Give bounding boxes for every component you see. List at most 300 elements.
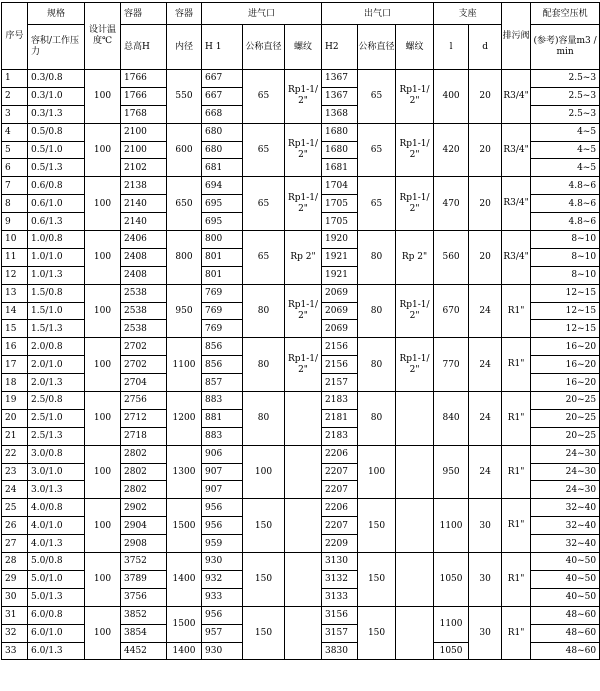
cell-capacity: 4~5: [531, 159, 600, 177]
cell-h2: 2069: [322, 284, 358, 302]
cell-capacity: 20~25: [531, 409, 600, 427]
cell-height: 2538: [121, 284, 167, 302]
cell-support-d: 24: [469, 284, 502, 338]
cell-capacity: 48~60: [531, 624, 600, 642]
cell-h1: 959: [202, 535, 243, 553]
cell-h2: 1367: [322, 87, 358, 105]
cell-spec: 0.6/1.0: [28, 195, 85, 213]
col-drain: 排污阀: [502, 3, 531, 70]
cell-capacity: 32~40: [531, 535, 600, 553]
cell-drain-valve: R1": [502, 338, 531, 392]
cell-h1: 881: [202, 409, 243, 427]
cell-capacity: 2.5~3: [531, 87, 600, 105]
cell-outlet-thread: Rp1-1/2": [396, 284, 434, 338]
cell-height: 4452: [121, 642, 167, 660]
cell-h2: 2207: [322, 463, 358, 481]
cell-height: 2538: [121, 320, 167, 338]
cell-h2: 2156: [322, 338, 358, 356]
cell-outlet-thread: [396, 392, 434, 446]
cell-h1: 680: [202, 141, 243, 159]
col-vessel-height: 容器: [121, 3, 167, 25]
cell-seq: 19: [2, 392, 28, 410]
cell-seq: 21: [2, 427, 28, 445]
cell-outlet-thread: Rp1-1/2": [396, 177, 434, 231]
cell-h2: 2181: [322, 409, 358, 427]
cell-height: 3756: [121, 588, 167, 606]
cell-support-d: 30: [469, 553, 502, 607]
cell-seq: 7: [2, 177, 28, 195]
table-row: [2, 123, 600, 141]
cell-height: 3752: [121, 553, 167, 571]
cell-seq: 11: [2, 248, 28, 266]
cell-capacity: 12~15: [531, 284, 600, 302]
cell-inlet-nominal: 150: [243, 553, 285, 607]
cell-outlet-thread: [396, 606, 434, 660]
col-inlet-thread: 螺纹: [285, 25, 322, 70]
cell-height: 2702: [121, 338, 167, 356]
cell-spec: 6.0/0.8: [28, 606, 85, 624]
cell-drain-valve: R1": [502, 284, 531, 338]
cell-capacity: 40~50: [531, 588, 600, 606]
col-seq: 序号: [2, 3, 28, 70]
cell-h2: 3132: [322, 570, 358, 588]
cell-inlet-thread: Rp1-1/2": [285, 284, 322, 338]
cell-h2: 2206: [322, 499, 358, 517]
cell-h2: 3830: [322, 642, 358, 660]
cell-outlet-nominal: 80: [358, 284, 396, 338]
cell-h2: 2157: [322, 374, 358, 392]
cell-h1: 800: [202, 231, 243, 249]
cell-h2: 1704: [322, 177, 358, 195]
cell-capacity: 40~50: [531, 570, 600, 588]
cell-spec: 3.0/1.0: [28, 463, 85, 481]
cell-h2: 3130: [322, 553, 358, 571]
cell-seq: 4: [2, 123, 28, 141]
cell-spec: 1.0/1.0: [28, 248, 85, 266]
cell-inlet-thread: [285, 445, 322, 499]
cell-outlet-nominal: 80: [358, 392, 396, 446]
cell-h1: 769: [202, 284, 243, 302]
cell-height: 2408: [121, 266, 167, 284]
cell-seq: 10: [2, 231, 28, 249]
cell-capacity: 32~40: [531, 517, 600, 535]
cell-h2: 2183: [322, 392, 358, 410]
cell-outlet-nominal: 150: [358, 606, 396, 660]
cell-spec: 2.0/0.8: [28, 338, 85, 356]
table-row: [2, 177, 600, 195]
cell-h2: 1680: [322, 123, 358, 141]
cell-seq: 20: [2, 409, 28, 427]
cell-height: 1768: [121, 105, 167, 123]
cell-seq: 17: [2, 356, 28, 374]
cell-design-temp: 100: [85, 392, 121, 446]
cell-capacity: 8~10: [531, 231, 600, 249]
cell-inlet-thread: Rp1-1/2": [285, 70, 322, 124]
cell-drain-valve: R1": [502, 445, 531, 499]
cell-h2: 2207: [322, 517, 358, 535]
cell-support-d: 20: [469, 231, 502, 285]
cell-support-l: 470: [434, 177, 469, 231]
cell-seq: 26: [2, 517, 28, 535]
cell-h1: 906: [202, 445, 243, 463]
cell-height: 2140: [121, 195, 167, 213]
cell-height: 2138: [121, 177, 167, 195]
cell-h1: 932: [202, 570, 243, 588]
cell-spec: 3.0/0.8: [28, 445, 85, 463]
cell-inlet-nominal: 65: [243, 231, 285, 285]
cell-inlet-nominal: 65: [243, 70, 285, 124]
col-spec-sub: 容积/工作压力: [28, 25, 85, 70]
cell-support-d: 20: [469, 177, 502, 231]
cell-height: 2908: [121, 535, 167, 553]
cell-capacity: 4.8~6: [531, 177, 600, 195]
cell-h2: 2069: [322, 302, 358, 320]
col-outlet-nominal: 公称直径: [358, 25, 396, 70]
cell-seq: 18: [2, 374, 28, 392]
cell-h1: 668: [202, 105, 243, 123]
cell-drain-valve: R1": [502, 606, 531, 660]
cell-capacity: 24~30: [531, 481, 600, 499]
cell-support-d: 30: [469, 606, 502, 660]
cell-inner-diameter: 1200: [167, 392, 202, 446]
cell-support-l: 560: [434, 231, 469, 285]
cell-capacity: 4.8~6: [531, 213, 600, 231]
cell-spec: 5.0/0.8: [28, 553, 85, 571]
cell-inlet-nominal: 150: [243, 499, 285, 553]
cell-h1: 883: [202, 427, 243, 445]
cell-design-temp: 100: [85, 177, 121, 231]
cell-inner-diameter: 1500: [167, 499, 202, 553]
cell-inner-diameter: 650: [167, 177, 202, 231]
cell-h1: 694: [202, 177, 243, 195]
cell-drain-valve: R3/4": [502, 70, 531, 124]
cell-h1: 956: [202, 606, 243, 624]
cell-spec: 0.6/0.8: [28, 177, 85, 195]
cell-spec: 6.0/1.0: [28, 624, 85, 642]
cell-height: 2100: [121, 123, 167, 141]
cell-height: 2408: [121, 248, 167, 266]
cell-capacity: 48~60: [531, 642, 600, 660]
cell-height: 2718: [121, 427, 167, 445]
cell-inlet-thread: Rp1-1/2": [285, 177, 322, 231]
cell-spec: 0.5/1.3: [28, 159, 85, 177]
table-row: [2, 606, 600, 624]
cell-height: 2756: [121, 392, 167, 410]
cell-inlet-thread: [285, 392, 322, 446]
col-h1: H 1: [202, 25, 243, 70]
cell-capacity: 4.8~6: [531, 195, 600, 213]
cell-design-temp: 100: [85, 499, 121, 553]
cell-seq: 22: [2, 445, 28, 463]
cell-h2: 2183: [322, 427, 358, 445]
cell-seq: 2: [2, 87, 28, 105]
cell-height: 2702: [121, 356, 167, 374]
table-row: [2, 70, 600, 88]
cell-h2: 1705: [322, 213, 358, 231]
table-row: [2, 284, 600, 302]
cell-seq: 15: [2, 320, 28, 338]
cell-h1: 857: [202, 374, 243, 392]
cell-outlet-thread: Rp1-1/2": [396, 123, 434, 177]
cell-inner-diameter: 1100: [167, 338, 202, 392]
cell-h2: 2156: [322, 356, 358, 374]
cell-support-l: 950: [434, 445, 469, 499]
cell-seq: 32: [2, 624, 28, 642]
cell-seq: 25: [2, 499, 28, 517]
cell-h1: 801: [202, 266, 243, 284]
col-outlet: 出气口: [322, 3, 434, 25]
cell-capacity: 20~25: [531, 392, 600, 410]
cell-outlet-thread: Rp 2": [396, 231, 434, 285]
cell-inlet-nominal: 100: [243, 445, 285, 499]
table-row: [2, 338, 600, 356]
cell-spec: 0.3/1.0: [28, 87, 85, 105]
cell-inlet-nominal: 80: [243, 392, 285, 446]
cell-outlet-nominal: 80: [358, 338, 396, 392]
cell-spec: 4.0/0.8: [28, 499, 85, 517]
cell-capacity: 16~20: [531, 356, 600, 374]
table-row: [2, 231, 600, 249]
table-row: [2, 499, 600, 517]
cell-h2: 1368: [322, 105, 358, 123]
cell-h1: 680: [202, 123, 243, 141]
cell-h1: 695: [202, 213, 243, 231]
cell-spec: 0.3/1.3: [28, 105, 85, 123]
cell-spec: 2.0/1.0: [28, 356, 85, 374]
cell-drain-valve: R1": [502, 392, 531, 446]
col-vessel-diameter: 容器: [167, 3, 202, 25]
cell-h1: 933: [202, 588, 243, 606]
cell-height: 2102: [121, 159, 167, 177]
cell-seq: 9: [2, 213, 28, 231]
cell-seq: 24: [2, 481, 28, 499]
cell-inner-diameter: 1300: [167, 445, 202, 499]
cell-inner-diameter: 950: [167, 284, 202, 338]
cell-capacity: 2.5~3: [531, 105, 600, 123]
cell-h2: 1921: [322, 248, 358, 266]
cell-support-d: 24: [469, 392, 502, 446]
cell-spec: 6.0/1.3: [28, 642, 85, 660]
cell-seq: 6: [2, 159, 28, 177]
cell-spec: 1.0/0.8: [28, 231, 85, 249]
cell-support-l: 1100: [434, 499, 469, 553]
cell-seq: 5: [2, 141, 28, 159]
cell-drain-valve: R3/4": [502, 231, 531, 285]
cell-drain-valve: R1": [502, 499, 531, 553]
cell-h2: 3156: [322, 606, 358, 624]
cell-height: 2140: [121, 213, 167, 231]
cell-spec: 0.6/1.3: [28, 213, 85, 231]
col-support-l: l: [434, 25, 469, 70]
cell-h1: 856: [202, 356, 243, 374]
cell-capacity: 8~10: [531, 266, 600, 284]
cell-h2: 3133: [322, 588, 358, 606]
cell-inner-diameter: 600: [167, 123, 202, 177]
cell-support-l: 420: [434, 123, 469, 177]
cell-h1: 957: [202, 624, 243, 642]
cell-support-d: 30: [469, 499, 502, 553]
cell-outlet-thread: Rp1-1/2": [396, 338, 434, 392]
cell-spec: 2.5/1.0: [28, 409, 85, 427]
cell-inner-diameter: 1500: [167, 606, 202, 642]
cell-design-temp: 100: [85, 338, 121, 392]
cell-outlet-nominal: 65: [358, 70, 396, 124]
cell-support-l: 670: [434, 284, 469, 338]
cell-inlet-thread: Rp 2": [285, 231, 322, 285]
cell-height: 2904: [121, 517, 167, 535]
cell-h2: 2069: [322, 320, 358, 338]
cell-inlet-thread: [285, 606, 322, 660]
cell-seq: 16: [2, 338, 28, 356]
cell-seq: 12: [2, 266, 28, 284]
cell-spec: 4.0/1.0: [28, 517, 85, 535]
cell-support-l: 1100: [434, 606, 469, 642]
cell-h1: 907: [202, 481, 243, 499]
cell-seq: 33: [2, 642, 28, 660]
cell-capacity: 16~20: [531, 338, 600, 356]
cell-height: 2802: [121, 481, 167, 499]
cell-seq: 27: [2, 535, 28, 553]
table-row: [2, 392, 600, 410]
cell-h1: 956: [202, 499, 243, 517]
cell-h2: 1921: [322, 266, 358, 284]
cell-seq: 30: [2, 588, 28, 606]
cell-inlet-nominal: 65: [243, 177, 285, 231]
cell-drain-valve: R3/4": [502, 177, 531, 231]
cell-design-temp: 100: [85, 70, 121, 124]
cell-h1: 883: [202, 392, 243, 410]
cell-design-temp: 100: [85, 284, 121, 338]
cell-outlet-nominal: 150: [358, 499, 396, 553]
cell-inlet-thread: Rp1-1/2": [285, 123, 322, 177]
cell-drain-valve: R3/4": [502, 123, 531, 177]
cell-height: 2712: [121, 409, 167, 427]
cell-h2: 1920: [322, 231, 358, 249]
cell-inlet-nominal: 80: [243, 338, 285, 392]
col-h2: H2: [322, 25, 358, 70]
cell-spec: 1.5/0.8: [28, 284, 85, 302]
cell-spec: 2.5/0.8: [28, 392, 85, 410]
cell-inlet-nominal: 150: [243, 606, 285, 660]
cell-seq: 8: [2, 195, 28, 213]
cell-inlet-thread: [285, 499, 322, 553]
col-support-d: d: [469, 25, 502, 70]
cell-design-temp: 100: [85, 445, 121, 499]
cell-height: 2802: [121, 463, 167, 481]
cell-support-l: 770: [434, 338, 469, 392]
col-vessel-height-sub: 总高H: [121, 25, 167, 70]
col-compressor-sub: (参考)容量m3 /min: [531, 25, 600, 70]
cell-inner-diameter: 1400: [167, 553, 202, 607]
cell-capacity: 2.5~3: [531, 70, 600, 88]
cell-drain-valve: R1": [502, 553, 531, 607]
cell-outlet-nominal: 65: [358, 123, 396, 177]
cell-spec: 0.3/0.8: [28, 70, 85, 88]
cell-seq: 13: [2, 284, 28, 302]
cell-h1: 667: [202, 87, 243, 105]
col-inlet-nominal: 公称直径: [243, 25, 285, 70]
cell-seq: 1: [2, 70, 28, 88]
cell-height: 3789: [121, 570, 167, 588]
cell-h2: 2209: [322, 535, 358, 553]
cell-h2: 1367: [322, 70, 358, 88]
cell-spec: 0.5/0.8: [28, 123, 85, 141]
cell-outlet-nominal: 100: [358, 445, 396, 499]
cell-outlet-nominal: 150: [358, 553, 396, 607]
cell-h1: 667: [202, 70, 243, 88]
cell-outlet-nominal: 65: [358, 177, 396, 231]
cell-support-l: 1050: [434, 642, 469, 660]
cell-inlet-nominal: 80: [243, 284, 285, 338]
cell-outlet-thread: [396, 553, 434, 607]
cell-height: 3854: [121, 624, 167, 642]
cell-capacity: 24~30: [531, 445, 600, 463]
cell-h1: 930: [202, 553, 243, 571]
cell-h1: 956: [202, 517, 243, 535]
cell-h2: 2207: [322, 481, 358, 499]
cell-spec: 5.0/1.0: [28, 570, 85, 588]
cell-support-d: 24: [469, 338, 502, 392]
cell-height: 3852: [121, 606, 167, 624]
cell-inlet-thread: [285, 553, 322, 607]
cell-support-l: 400: [434, 70, 469, 124]
cell-support-l: 1050: [434, 553, 469, 607]
cell-h2: 2206: [322, 445, 358, 463]
col-spec: 规格: [28, 3, 85, 25]
cell-outlet-thread: Rp1-1/2": [396, 70, 434, 124]
cell-capacity: 24~30: [531, 463, 600, 481]
cell-height: 2538: [121, 302, 167, 320]
cell-outlet-thread: [396, 445, 434, 499]
cell-inlet-thread: Rp1-1/2": [285, 338, 322, 392]
cell-seq: 28: [2, 553, 28, 571]
cell-design-temp: 100: [85, 553, 121, 607]
cell-inner-diameter: 800: [167, 231, 202, 285]
cell-capacity: 20~25: [531, 427, 600, 445]
cell-h2: 1681: [322, 159, 358, 177]
cell-seq: 23: [2, 463, 28, 481]
col-vessel-diameter-sub: 内径: [167, 25, 202, 70]
cell-spec: 1.0/1.3: [28, 266, 85, 284]
cell-capacity: 16~20: [531, 374, 600, 392]
cell-h1: 769: [202, 302, 243, 320]
cell-spec: 5.0/1.3: [28, 588, 85, 606]
col-inlet: 进气口: [202, 3, 322, 25]
cell-seq: 29: [2, 570, 28, 588]
cell-height: 2704: [121, 374, 167, 392]
cell-h2: 1680: [322, 141, 358, 159]
cell-seq: 31: [2, 606, 28, 624]
table-row: [2, 445, 600, 463]
cell-capacity: 48~60: [531, 606, 600, 624]
cell-h1: 856: [202, 338, 243, 356]
cell-outlet-thread: [396, 499, 434, 553]
cell-spec: 1.5/1.0: [28, 302, 85, 320]
cell-support-d: 20: [469, 123, 502, 177]
cell-height: 2902: [121, 499, 167, 517]
cell-outlet-nominal: 80: [358, 231, 396, 285]
cell-seq: 14: [2, 302, 28, 320]
cell-h1: 907: [202, 463, 243, 481]
cell-capacity: 12~15: [531, 302, 600, 320]
spec-table: [1, 2, 600, 660]
cell-h2: 1705: [322, 195, 358, 213]
cell-height: 1766: [121, 87, 167, 105]
cell-seq: 3: [2, 105, 28, 123]
cell-h1: 930: [202, 642, 243, 660]
cell-height: 2100: [121, 141, 167, 159]
cell-capacity: 8~10: [531, 248, 600, 266]
